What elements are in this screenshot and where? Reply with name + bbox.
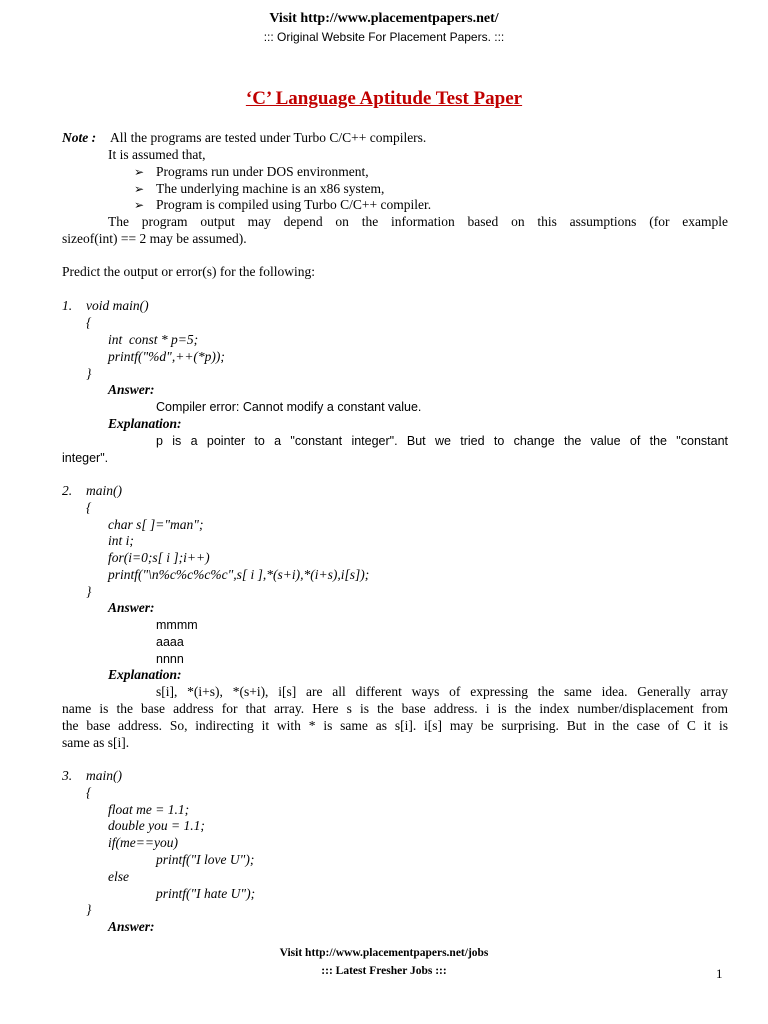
page-number: 1 <box>716 966 723 981</box>
q2-code-line: char s[ ]="man"; <box>108 517 204 532</box>
q1-code-line: void main() <box>86 298 149 313</box>
q3-code-line: if(me==you) <box>108 835 178 850</box>
q1-explanation-line-2: integer". <box>62 451 109 465</box>
instructions-text: Predict the output or error(s) for the following: <box>62 264 316 279</box>
q2-answer-label: Answer: <box>108 600 155 615</box>
q3-code-line: else <box>108 869 129 884</box>
note-paragraph-line-1: The program output may depend on the information based on this assumptions (for example <box>108 214 728 229</box>
q2-code-line: int i; <box>108 533 134 548</box>
q3-code-line: main() <box>86 768 122 783</box>
q2-number: 2. <box>62 483 73 498</box>
q3-number: 3. <box>62 768 73 783</box>
q3-code-line: printf("I hate U"); <box>156 886 256 901</box>
q1-explanation-label: Explanation: <box>108 416 182 431</box>
q2-explanation-line: the base address. So, indirecting it with * is same as s[i]. i[s] may be surprising. But in the case of C it is <box>62 718 728 733</box>
q3-code-line: double you = 1.1; <box>108 818 205 833</box>
q2-answer-line: aaaa <box>156 635 184 649</box>
q2-code-line: printf("\n%c%c%c%c",s[ i ],*(s+i),*(i+s),i[s]); <box>108 567 370 582</box>
note-bullet-2: ➢ The underlying machine is an x86 system, <box>156 181 384 197</box>
q2-answer-line: mmmm <box>156 618 198 632</box>
q3-code-line: } <box>86 902 92 917</box>
note-line-1: All the programs are tested under Turbo C/C++ compilers. <box>110 130 427 145</box>
q1-code-line: { <box>86 315 92 330</box>
note-line-2: It is assumed that, <box>108 147 206 162</box>
header-visit-link[interactable]: Visit http://www.placementpapers.net/ <box>269 11 499 26</box>
q1-answer-label: Answer: <box>108 382 155 397</box>
note-label: Note : <box>62 130 97 145</box>
note-bullet-3: ➢ Program is compiled using Turbo C/C++ compiler. <box>156 197 431 213</box>
q3-code-line: float me = 1.1; <box>108 802 190 817</box>
q3-code-line: { <box>86 785 92 800</box>
footer-jobs-link[interactable]: Visit http://www.placementpapers.net/jobs <box>279 947 489 959</box>
q2-answer-line: nnnn <box>156 652 184 666</box>
q1-answer-text: Compiler error: Cannot modify a constant value. <box>156 400 422 414</box>
q2-code-line: main() <box>86 483 122 498</box>
q1-code-line: } <box>86 366 92 381</box>
header-tagline: ::: Original Website For Placement Papers. ::: <box>263 30 505 44</box>
q1-number: 1. <box>62 298 73 313</box>
q2-code-line: for(i=0;s[ i ];i++) <box>108 550 210 565</box>
q2-code-line: { <box>86 500 92 515</box>
footer-tagline: ::: Latest Fresher Jobs ::: <box>321 965 447 977</box>
q2-code-line: } <box>86 584 92 599</box>
q2-explanation-label: Explanation: <box>108 667 182 682</box>
q1-explanation-line-1: p is a pointer to a "constant integer". But we tried to change the value of the "constant <box>156 434 728 448</box>
q3-code-line: printf("I love U"); <box>156 852 255 867</box>
q2-explanation-line: same as s[i]. <box>62 735 130 750</box>
q2-explanation-line: name is the base address for that array. Here s is the base address. i is the index number/displacement from <box>62 701 728 716</box>
q1-code-line: printf("%d",++(*p)); <box>108 349 225 364</box>
page-title: ‘C’ Language Aptitude Test Paper <box>245 88 523 109</box>
note-bullet-1: ➢ Programs run under DOS environment, <box>156 164 369 180</box>
note-paragraph-line-2: sizeof(int) == 2 may be assumed). <box>62 231 247 246</box>
q3-answer-label: Answer: <box>108 919 155 934</box>
q2-explanation-line: s[i], *(i+s), *(s+i), i[s] are all different ways of expressing the same idea. Generally array <box>156 684 728 699</box>
q1-code-line: int const * p=5; <box>108 332 199 347</box>
